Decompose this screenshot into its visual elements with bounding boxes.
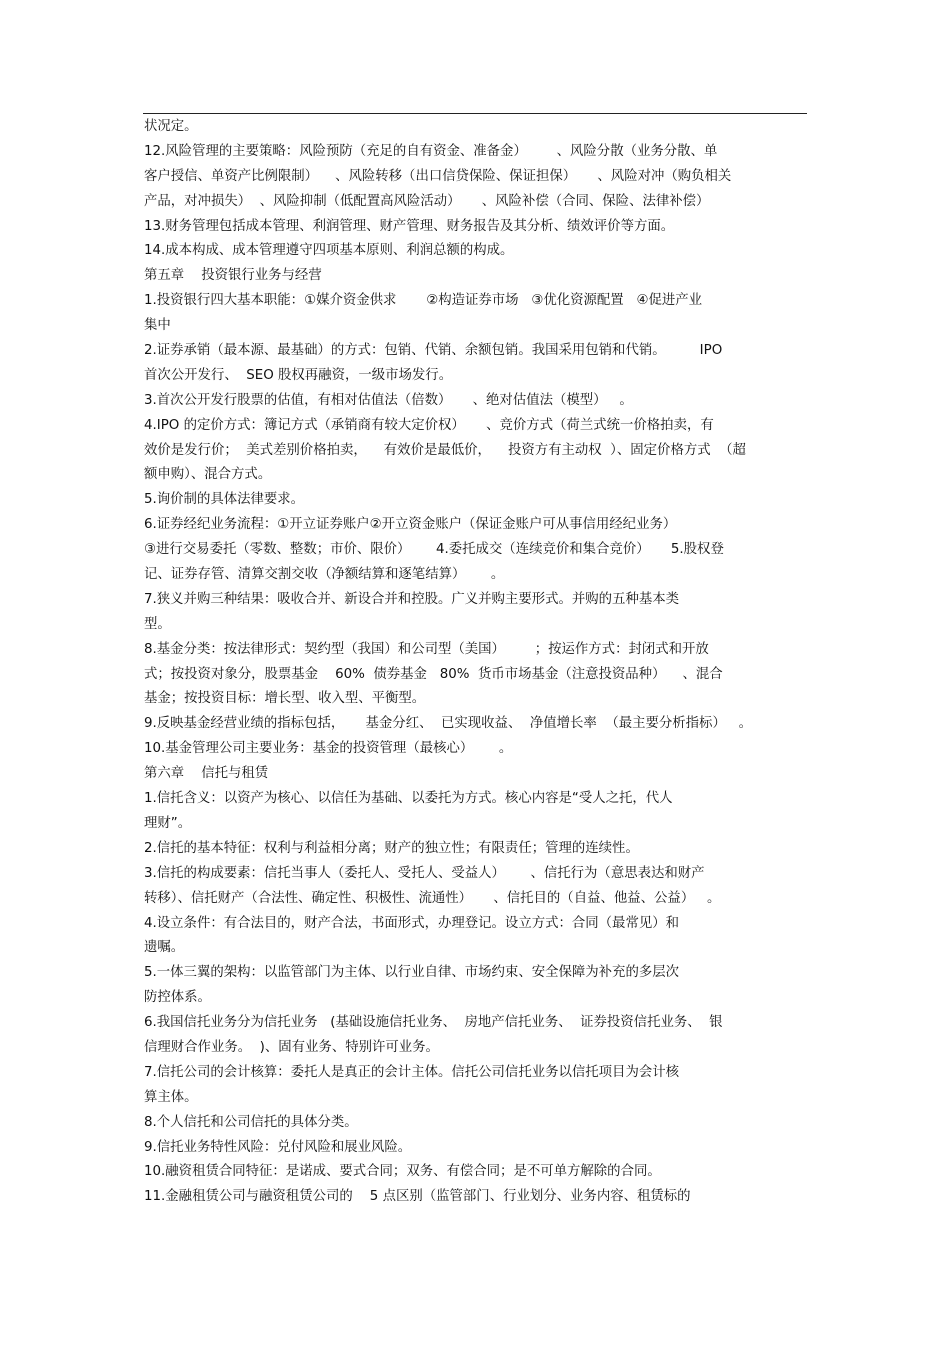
- text-line: 产品，对冲损失） 、风险抑制（低配置高风险活动） 、风险补偿（合同、保险、法律补偿）: [144, 193, 710, 209]
- text-line: 额申购）、混合方式。: [144, 467, 272, 483]
- text-line: 3.信托的构成要素：信托当事人（委托人、受托人、受益人） 、信托行为（意思表达和财产: [144, 865, 705, 881]
- text-line: 集中: [144, 318, 171, 334]
- text-line: 第六章 信托与租赁: [144, 766, 269, 782]
- text-line: 理财”。: [144, 815, 192, 831]
- text-line: 13.财务管理包括成本管理、利润管理、财产管理、财务报告及其分析、绩效评价等方面。: [144, 218, 675, 234]
- text-line: 2.证券承销（最本源、最基础）的方式：包销、代销、余额包销。我国采用包销和代销。 IPO: [144, 343, 723, 359]
- document-body: [144, 115, 808, 1210]
- text-line: 算主体。: [144, 1089, 198, 1105]
- text-line: 遗嘱。: [144, 940, 185, 956]
- text-line: 4.IPO 的定价方式：簿记方式（承销商有较大定价权） 、竞价方式（荷兰式统一价格拍卖，有: [144, 417, 714, 433]
- text-line: 第五章 投资银行业务与经营: [144, 268, 322, 284]
- text-line: 8.基金分类：按法律形式：契约型（我国）和公司型（美国） ；按运作方式：封闭式和开放: [144, 641, 709, 657]
- text-line: 信理财合作业务。 )、固有业务、特别许可业务。: [144, 1039, 439, 1055]
- text-line: 9.信托业务特性风险：兑付风险和展业风险。: [144, 1139, 412, 1155]
- text-line: 防控体系。: [144, 990, 211, 1006]
- text-line: 基金；按投资目标：增长型、收入型、平衡型。: [144, 691, 426, 707]
- text-line: 6.证券经纪业务流程：①开立证券账户②开立资金账户（保证金账户可从事信用经纪业务）: [144, 517, 677, 533]
- text-line: 8.个人信托和公司信托的具体分类。: [144, 1114, 358, 1130]
- text-line: 5.询价制的具体法律要求。: [144, 492, 305, 508]
- text-line: 7.狭义并购三种结果：吸收合并、新设合并和控股。广义并购主要形式。并购的五种基本类: [144, 591, 680, 607]
- text-line: 效价是发行价； 美式差别价格拍卖， 有效价是最低价， 投资方有主动权 ）、固定价格方式 （超: [144, 442, 746, 458]
- text-line: 9.反映基金经营业绩的指标包括， 基金分红、 已实现收益、 净值增长率 （最主要分析指标） 。: [144, 716, 752, 732]
- text-line: 记、证券存管、清算交割交收（净额结算和逐笔结算） 。: [144, 567, 505, 583]
- text-line: 首次公开发行、 SEO 股权再融资，一级市场发行。: [144, 367, 453, 383]
- header-rule: [143, 113, 807, 114]
- text-line: 型。: [144, 616, 171, 632]
- text-line: 7.信托公司的会计核算：委托人是真正的会计主体。信托公司信托业务以信托项目为会计核: [144, 1064, 680, 1080]
- text-line: 1.信托含义：以资产为核心、以信任为基础、以委托为方式。核心内容是“受人之托，代人: [144, 791, 673, 807]
- text-line: 5.一体三翼的架构：以监管部门为主体、以行业自律、市场约束、安全保障为补充的多层次: [144, 965, 680, 981]
- text-line: 2.信托的基本特征：权利与利益相分离；财产的独立性；有限责任；管理的连续性。: [144, 840, 639, 856]
- text-line: ③进行交易委托（零数、整数；市价、限价） 4.委托成交（连续竞价和集合竞价） 5.股权登: [144, 542, 724, 558]
- text-line: 14.成本构成、成本管理遵守四项基本原则、利润总额的构成。: [144, 243, 514, 259]
- text-line: 12.风险管理的主要策略：风险预防（充足的自有资金、准备金） 、风险分散（业务分散、单: [144, 143, 718, 159]
- text-line: 式；按投资对象分，股票基金 60% 债券基金 80% 货币市场基金（注意投资品种） 、混合: [144, 666, 723, 682]
- text-line: 4.设立条件：有合法目的，财产合法，书面形式，办理登记。设立方式：合同（最常见）和: [144, 915, 680, 931]
- text-line: 11.金融租赁公司与融资租赁公司的 5 点区别（监管部门、行业划分、业务内容、租赁标的: [144, 1189, 691, 1205]
- text-line: 1.投资银行四大基本职能：①媒介资金供求 ②构造证券市场 ③优化资源配置 ④促进产业: [144, 293, 703, 309]
- text-line: 6.我国信托业务分为信托业务 (基础设施信托业务、 房地产信托业务、 证券投资信托业务、 银: [144, 1015, 723, 1031]
- text-line: 3.首次公开发行股票的估值，有相对估值法（倍数） 、绝对估值法（模型） 。: [144, 392, 633, 408]
- text-line: 转移）、信托财产（合法性、确定性、积极性、流通性） 、信托目的（自益、他益、公益） 。: [144, 890, 721, 906]
- text-line: 客户授信、单资产比例限制） 、风险转移（出口信贷保险、保证担保） 、风险对冲（购负相关: [144, 168, 732, 184]
- text-line: 10.融资租赁合同特征：是诺成、要式合同；双务、有偿合同；是不可单方解除的合同。: [144, 1164, 661, 1180]
- text-line: 10.基金管理公司主要业务：基金的投资管理（最核心） 。: [144, 741, 513, 757]
- text-line: 状况定。: [144, 119, 198, 134]
